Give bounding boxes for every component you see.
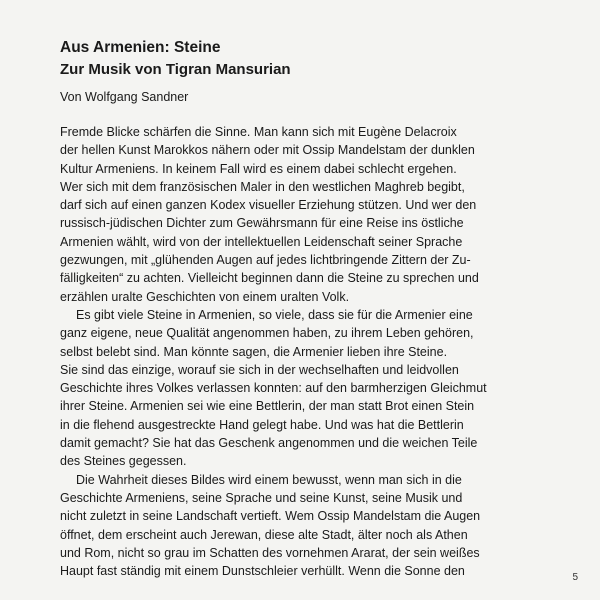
text-line: und Rom, nicht so grau im Schatten des vornehmen Ararat, der sein weißes [60, 545, 480, 560]
text-line: ihrer Steine. Armenien sei wie eine Bettlerin, der man statt Brot einen Stein [60, 399, 475, 414]
text-line: russisch-jüdischen Dichter zum Gewährsmann für eine Reise ins östliche [60, 216, 464, 231]
text-line: Haupt fast ständig mit einem Dunstschleier verhüllt. Wenn die Sonne den [60, 564, 465, 579]
text-line: nicht zuletzt in seine Landschaft vertieft. Wem Ossip Mandelstam die Augen [60, 509, 481, 524]
text-line: Die Wahrheit dieses Bildes wird einem bewusst, wenn man sich in die [76, 472, 462, 487]
page-number: 5 [572, 572, 578, 583]
text-line: Es gibt viele Steine in Armenien, so viele, dass sie für die Armenier eine [76, 307, 473, 322]
paragraph-3 [60, 471, 535, 581]
text-line: des Steines gegessen. [60, 454, 187, 469]
article-title: Aus Armenien: Steine [60, 39, 221, 56]
text-line: damit gemacht? Sie hat das Geschenk angenommen und die weichen Teile [60, 436, 478, 451]
article [60, 38, 535, 580]
text-line: Wer sich mit dem französischen Maler in den westlichen Maghreb begibt, [60, 179, 465, 194]
article-body [60, 123, 535, 580]
text-line: fälligkeiten“ zu achten. Vielleicht beginnen dann die Steine zu sprechen und [60, 271, 479, 286]
text-line: Kultur Armeniens. In keinem Fall wird es einem dabei schlecht ergehen. [60, 161, 457, 176]
text-line: selbst belebt sind. Man könnte sagen, die Armenier lieben ihre Steine. [60, 344, 448, 359]
text-line: in die flehend ausgestreckte Hand gelegt habe. Und was hat die Bettlerin [60, 417, 464, 432]
text-line: erzählen uralte Geschichten von einem uralten Volk. [60, 289, 350, 304]
text-line: ganz eigene, neue Qualität angenommen haben, zu ihrem Leben gehören, [60, 326, 474, 341]
text-line: gezwungen, mit „glühenden Augen auf jedes lichtbringende Zittern der Zu- [60, 253, 471, 268]
text-line: Fremde Blicke schärfen die Sinne. Man kann sich mit Eugène Delacroix [60, 125, 457, 139]
paragraph-2 [60, 306, 535, 471]
text-line: öffnet, dem erscheint auch Jerewan, diese alte Stadt, älter noch als Athen [60, 527, 468, 542]
article-author: Von Wolfgang Sandner [60, 90, 189, 104]
text-line: Armenien wählt, wird von der intellektuellen Leidenschaft seiner Sprache [60, 234, 463, 249]
text-line: der hellen Kunst Marokkos nähern oder mit Ossip Mandelstam der dunklen [60, 143, 475, 158]
text-line: darf sich auf einen ganzen Kodex visueller Erziehung stützen. Und wer den [60, 198, 477, 213]
text-line: Sie sind das einzige, worauf sie sich in der wechselhaften und leidvollen [60, 362, 459, 377]
text-line: Geschichte Armeniens, seine Sprache und seine Kunst, seine Musik und [60, 490, 463, 505]
paragraph-1 [60, 123, 535, 306]
article-subtitle: Zur Musik von Tigran Mansurian [60, 61, 291, 78]
text-line: Geschichte ihres Volkes verlassen konnten: auf den barmherzigen Gleichmut [60, 381, 487, 396]
